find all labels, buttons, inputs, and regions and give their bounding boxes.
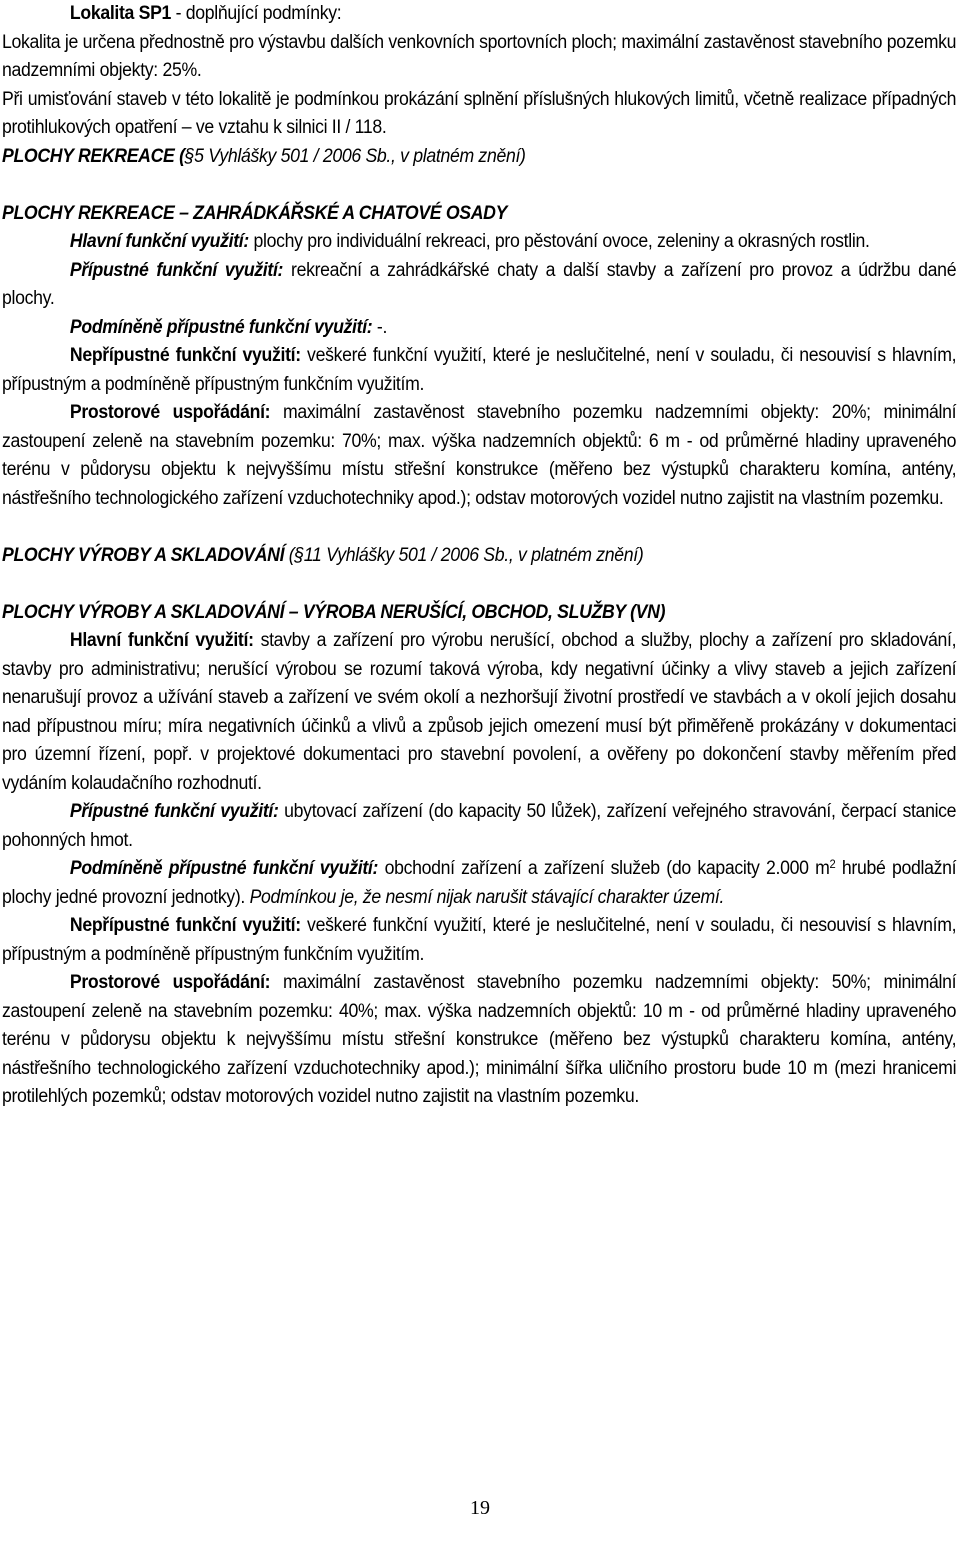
vyroba-heading-rest: (§11 Vyhlášky 501 / 2006 Sb., v platném znění) [284, 544, 644, 566]
vyroba-podminene-label: Podmíněně přípustné funkční využití: [69, 858, 379, 879]
vyroba-hlavni-label: Hlavní funkční využití: [69, 630, 254, 651]
vyroba-podminene-italic: Podmínkou je, že nesmí nijak narušit stávající charakter území. [249, 886, 725, 908]
vyroba-prostorove-label: Prostorové uspořádání: [69, 972, 271, 993]
vyroba-prostorove-text: maximální zastavěnost stavebního pozemku nadzemními objekty: 50%; minimální zastoupení zeleně na stavebním pozemku: 40%; max. výška nadzemních objektů: 10 m - od průměrné hladiny upraveného terénu v půdorysu objektu k nejvyššímu místu střešní konstrukce (měřeno bez výstupků charakteru komína, antény, nástřešního technologického zařízení vzduchotechniky apod.); minimální šířka uličního prostoru bude 10 m (mezi hranicemi protilehlých pozemků; odstav motorových vozidel nutno zajistit na vlastním pozemku. [2, 972, 957, 1107]
rekreace-subheading: PLOCHY REKREACE – ZAHRÁDKÁŘSKÉ A CHATOVÉ OSADY [2, 202, 508, 224]
rekreace-heading [2, 143, 956, 172]
vyroba-pripustne [2, 798, 956, 855]
rekreace-nepripustne-text: veškeré funkční využití, které je neslučitelné, není v souladu, či nesouvisí s hlavním, přípustným a podmíněně přípustným funkčním využitím. [2, 345, 957, 395]
sp1-heading-rest: - doplňující podmínky: [171, 3, 342, 24]
rekreace-podminene-label: Podmíněně přípustné funkční využití: [69, 316, 373, 338]
rekreace-podminene [2, 314, 956, 343]
vyroba-subheading: PLOCHY VÝROBY A SKLADOVÁNÍ – VÝROBA NERUŠÍCÍ, OBCHOD, SLUŽBY (VN) [2, 601, 666, 623]
rekreace-hlavni-label: Hlavní funkční využití: [69, 231, 249, 252]
sp1-heading-bold: Lokalita SP1 [69, 3, 172, 24]
vyroba-heading-bold: PLOCHY VÝROBY A SKLADOVÁNÍ [2, 544, 285, 566]
vyroba-nepripustne-text: veškeré funkční využití, které je neslučitelné, není v souladu, či nesouvisí s hlavním, přípustným a podmíněně přípustným funkčním využitím. [2, 915, 957, 965]
rekreace-podminene-text: -. [372, 316, 388, 338]
rekreace-nepripustne [2, 342, 956, 399]
rekreace-prostorove [2, 399, 956, 513]
rekreace-heading-bold: PLOCHY REKREACE ( [2, 145, 185, 167]
rekreace-heading-ref: §5 Vyhlášky 501 / 2006 Sb. [184, 145, 392, 167]
sp1-paragraph-2: Při umisťování staveb v této lokalitě je podmínkou prokázání splnění příslušných hlukových limitů, včetně realizace případných protihlukových opatření – ve vztahu k silnici II / 118. [2, 88, 957, 138]
vyroba-heading [2, 542, 956, 571]
rekreace-heading-rest: , v platném znění) [391, 145, 526, 167]
sp1-paragraph-1: Lokalita je určena přednostně pro výstavbu dalších venkovních sportovních ploch; maximální zastavěnost stavebního pozemku nadzemními objekty: 25%. [2, 31, 957, 81]
rekreace-prostorove-label: Prostorové uspořádání: [69, 402, 271, 423]
rekreace-hlavni [2, 228, 956, 257]
rekreace-pripustne-text: rekreační a zahrádkářské chaty a další stavby a zařízení pro provoz a údržbu dané plochy. [2, 259, 957, 309]
rekreace-nepripustne-label: Nepřípustné funkční využití: [69, 345, 301, 366]
sp1-heading [2, 0, 956, 29]
vyroba-hlavni [2, 627, 956, 798]
rekreace-prostorove-text: maximální zastavěnost stavebního pozemku nadzemními objekty: 20%; minimální zastoupení zeleně na stavebním pozemku: 70%; max. výška nadzemních objektů: 6 m - od průměrné hladiny upraveného terénu v půdorysu objektu k nejvyššímu místu střešní konstrukce (měřeno bez výstupků charakteru komína, antény, nástřešního technologického zařízení vzduchotechniky apod.); odstav motorových vozidel nutno zajistit na vlastním pozemku. [2, 402, 957, 509]
vyroba-pripustne-text: ubytovací zařízení (do kapacity 50 lůžek), zařízení veřejného stravování, čerpací stanice pohonných hmot. [2, 801, 957, 851]
document-body [2, 0, 956, 1112]
vyroba-podminene-text-a: obchodní zařízení a zařízení služeb (do kapacity 2.000 m [378, 858, 830, 879]
rekreace-hlavni-text: plochy pro individuální rekreaci, pro pěstování ovoce, zeleniny a okrasných rostlin. [248, 231, 870, 252]
vyroba-podminene-text-b: hrubé podlažní plochy jedné provozní jednotky). [2, 858, 957, 908]
rekreace-pripustne [2, 257, 956, 314]
vyroba-podminene-sup: 2 [829, 857, 836, 871]
vyroba-hlavni-text: stavby a zařízení pro výrobu nerušící, obchod a služby, plochy a zařízení pro skladování, stavby pro administrativu; nerušící výrobou se rozumí taková výroba, kdy negativní účinky a vlivy staveb a jejich zařízení nenarušují provoz a užívání staveb a zařízení ve svém okolí a nezhoršují životní prostředí ve stavbách a v okolí jejich dosahu nad přípustnou míru; míra negativních účinků a vlivů a způsob jejich omezení musí být přiměřeně prokázány v dokumentaci pro územní řízení, popř. v projektové dokumentaci pro stavební povolení, a ověřeny po dokončení stavby měřením před vydáním kolaudačního rozhodnutí. [2, 630, 957, 794]
vyroba-nepripustne-label: Nepřípustné funkční využití: [69, 915, 301, 936]
vyroba-pripustne-label: Přípustné funkční využití: [69, 801, 279, 822]
vyroba-podminene [2, 855, 956, 912]
vyroba-nepripustne [2, 912, 956, 969]
page-number: 19 [470, 1497, 490, 1519]
rekreace-pripustne-label: Přípustné funkční využití: [69, 259, 284, 281]
vyroba-prostorove [2, 969, 956, 1112]
